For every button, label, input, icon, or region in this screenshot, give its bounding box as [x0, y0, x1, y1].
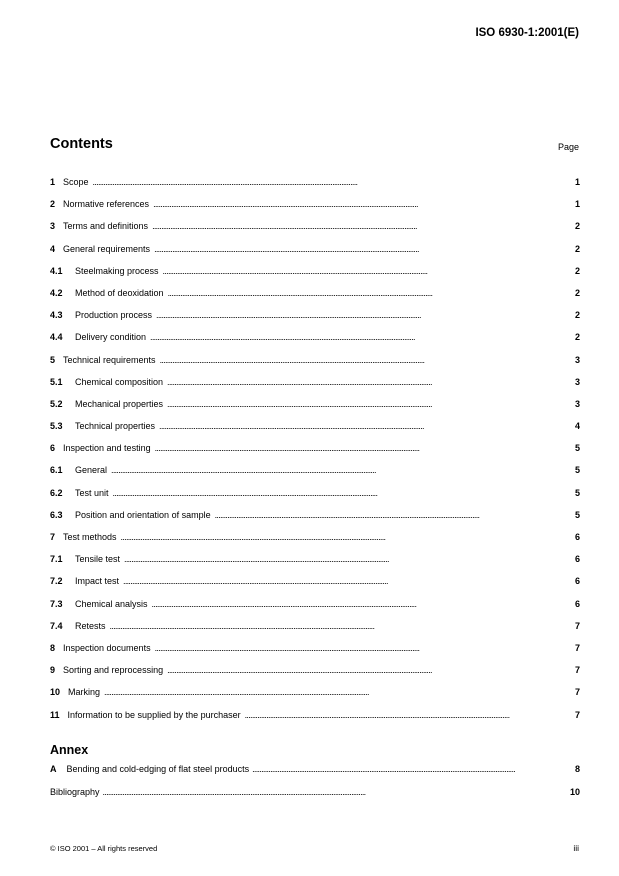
annex-entry-title: Bibliography	[50, 786, 100, 797]
toc-entry[interactable]	[50, 421, 580, 443]
toc-entry[interactable]	[50, 177, 580, 199]
dot-leader	[215, 510, 562, 520]
toc-entry-page: 7	[574, 709, 580, 720]
dot-leader	[163, 266, 562, 276]
toc-entry-page: 5	[574, 487, 580, 498]
toc-entry-title: General requirements	[63, 243, 151, 254]
dot-leader	[113, 488, 562, 498]
annex-entry-letter: A	[50, 764, 57, 774]
toc-entry-page: 1	[574, 199, 580, 210]
toc-entry-title: Marking	[68, 687, 101, 698]
toc-entry[interactable]	[50, 266, 580, 288]
toc-entry-page: 1	[574, 177, 580, 187]
toc-entry[interactable]	[50, 443, 580, 465]
toc-entry-number: 10	[50, 687, 61, 698]
table-of-contents	[50, 177, 580, 732]
toc-entry[interactable]	[50, 599, 580, 621]
dot-leader	[152, 221, 562, 231]
toc-entry-number: 4	[50, 243, 56, 254]
toc-entry-page: 3	[574, 398, 580, 409]
toc-entry[interactable]	[50, 510, 580, 532]
toc-entry-title: Technical requirements	[63, 354, 156, 365]
toc-entry-title: Steelmaking process	[75, 265, 159, 276]
toc-entry-number: 5.1	[50, 376, 63, 387]
toc-entry-title: Test unit	[75, 487, 109, 498]
annex-entry-title: Bending and cold-edging of flat steel products	[66, 764, 250, 774]
toc-entry-title: Tensile test	[75, 554, 121, 565]
toc-entry-title: Information to be supplied by the purchaser	[67, 709, 241, 720]
toc-entry-page: 5	[574, 465, 580, 476]
toc-entry-number: 7.2	[50, 576, 63, 587]
dot-leader	[156, 310, 562, 320]
toc-entry[interactable]	[50, 576, 580, 598]
annex-heading: Annex	[50, 743, 89, 757]
toc-entry-number: 7	[50, 532, 56, 542]
toc-entry-number: 7.1	[50, 554, 63, 565]
toc-entry-title: Delivery condition	[75, 332, 147, 343]
toc-entry[interactable]	[50, 665, 580, 687]
page-column-label: Page	[557, 142, 579, 152]
dot-leader	[155, 643, 562, 653]
dot-leader	[150, 332, 562, 342]
dot-leader	[159, 421, 562, 431]
contents-heading: Contents	[50, 136, 113, 152]
annex-entry-page: 10	[569, 786, 580, 797]
toc-entry[interactable]	[50, 310, 580, 332]
toc-entry-title: Chemical composition	[75, 376, 164, 387]
toc-entry-page: 6	[574, 532, 580, 542]
toc-entry-title: Retests	[75, 620, 106, 631]
toc-entry-number: 8	[50, 642, 56, 653]
toc-entry[interactable]	[50, 710, 580, 732]
toc-entry-number: 5.3	[50, 421, 63, 432]
annex-list	[50, 764, 580, 809]
dot-leader	[153, 199, 562, 209]
dot-leader	[167, 399, 562, 409]
toc-entry-title: Impact test	[75, 576, 120, 587]
toc-entry-page: 2	[574, 332, 580, 343]
toc-entry-number: 9	[50, 665, 56, 676]
dot-leader	[167, 665, 562, 675]
toc-entry[interactable]	[50, 621, 580, 643]
toc-entry-page: 2	[574, 221, 580, 232]
toc-entry-number: 3	[50, 221, 56, 232]
toc-entry[interactable]	[50, 332, 580, 354]
dot-leader	[160, 355, 562, 365]
toc-entry[interactable]	[50, 221, 580, 243]
toc-entry-number: 7.3	[50, 598, 63, 609]
dot-leader	[110, 621, 562, 631]
toc-entry-page: 6	[574, 554, 580, 565]
toc-entry-number: 7.4	[50, 620, 63, 631]
toc-entry-number: 2	[50, 199, 56, 210]
toc-entry-page: 7	[574, 687, 580, 698]
dot-leader	[111, 465, 562, 475]
toc-entry-title: Inspection documents	[63, 642, 151, 653]
dot-leader	[104, 687, 562, 697]
dot-leader	[168, 288, 562, 298]
toc-entry-page: 3	[574, 376, 580, 387]
toc-entry[interactable]	[50, 399, 580, 421]
toc-entry-title: Chemical analysis	[75, 598, 148, 609]
toc-entry-page: 5	[574, 509, 580, 520]
toc-entry-title: Normative references	[63, 199, 150, 210]
dot-leader	[103, 787, 563, 797]
toc-entry-page: 3	[574, 354, 580, 365]
document-code: ISO 6930-1:2001(E)	[475, 27, 579, 39]
toc-entry-title: General	[75, 465, 108, 476]
dot-leader	[124, 554, 562, 564]
dot-leader	[123, 576, 562, 586]
toc-entry-title: Technical properties	[75, 421, 156, 432]
toc-entry-number: 5.2	[50, 398, 63, 409]
toc-entry[interactable]	[50, 355, 580, 377]
dot-leader	[152, 599, 562, 609]
toc-entry-page: 2	[574, 287, 580, 298]
toc-entry-number: 6	[50, 443, 56, 454]
toc-entry-title: Inspection and testing	[63, 443, 151, 454]
toc-entry[interactable]	[50, 288, 580, 310]
toc-entry-title: Scope	[63, 177, 89, 187]
toc-entry-number: 4.2	[50, 287, 63, 298]
toc-entry-title: Mechanical properties	[75, 398, 164, 409]
dot-leader	[155, 443, 562, 453]
toc-entry[interactable]	[50, 687, 580, 709]
toc-entry[interactable]	[50, 244, 580, 266]
toc-entry-page: 5	[574, 443, 580, 454]
toc-entry-page: 2	[574, 243, 580, 254]
toc-entry[interactable]	[50, 488, 580, 510]
toc-entry-number: 4.4	[50, 332, 63, 343]
toc-entry-title: Test methods	[63, 532, 117, 542]
toc-entry-title: Position and orientation of sample	[75, 509, 211, 520]
dot-leader	[245, 710, 562, 720]
toc-entry[interactable]	[50, 532, 580, 554]
toc-entry-number: 6.3	[50, 509, 63, 520]
toc-entry-page: 4	[574, 421, 580, 432]
toc-entry-page: 7	[574, 665, 580, 676]
toc-entry-number: 5	[50, 354, 56, 365]
dot-leader	[252, 764, 563, 774]
toc-entry-number: 1	[50, 177, 56, 187]
toc-entry-title: Production process	[75, 310, 153, 321]
annex-entry-page: 8	[574, 764, 580, 774]
toc-entry-page: 2	[574, 265, 580, 276]
toc-entry-page: 6	[574, 576, 580, 587]
toc-entry[interactable]	[50, 199, 580, 221]
toc-entry-page: 2	[574, 310, 580, 321]
toc-entry[interactable]	[50, 554, 580, 576]
toc-entry[interactable]	[50, 377, 580, 399]
toc-entry-number: 11	[50, 709, 60, 720]
toc-entry-number: 6.2	[50, 487, 63, 498]
toc-entry-number: 6.1	[50, 465, 63, 476]
dot-leader	[154, 244, 562, 254]
toc-entry[interactable]	[50, 643, 580, 665]
annex-entry[interactable]	[50, 787, 580, 810]
toc-entry-title: Sorting and reprocessing	[63, 665, 164, 676]
toc-entry-page: 7	[574, 620, 580, 631]
dot-leader	[93, 177, 562, 187]
toc-entry-number: 4.1	[50, 265, 63, 276]
dot-leader	[121, 532, 562, 542]
toc-entry-number: 4.3	[50, 310, 63, 321]
page-number: iii	[573, 843, 579, 853]
toc-entry[interactable]	[50, 465, 580, 487]
toc-entry-title: Method of deoxidation	[75, 287, 164, 298]
dot-leader	[167, 377, 562, 387]
copyright-notice: © ISO 2001 – All rights reserved	[50, 844, 158, 853]
toc-entry-page: 7	[574, 642, 580, 653]
annex-entry[interactable]	[50, 764, 580, 787]
toc-entry-title: Terms and definitions	[63, 221, 149, 232]
toc-entry-page: 6	[574, 598, 580, 609]
